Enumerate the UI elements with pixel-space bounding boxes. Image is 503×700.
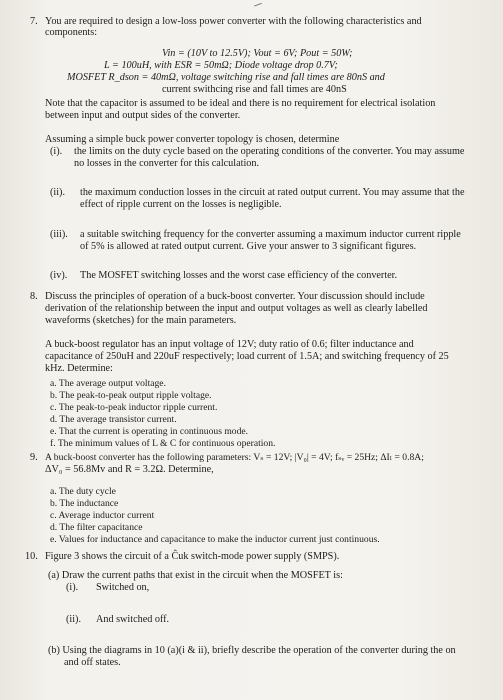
q8-item-a: a. The average output voltage. [50, 378, 166, 389]
q7-spec-line-2: L = 100uH, with ESR = 50mΩ; Diode voltage drop 0.7V; [104, 60, 338, 71]
q7-ii-line-2: effect of ripple current on the losses is negligible. [80, 199, 282, 210]
q10-part-b-line-2: and off states. [64, 657, 121, 668]
q7-spec-line-3: MOSFET R_dson = 40mΩ, voltage switching rise and fall times are 80nS and [67, 72, 385, 83]
q7-i-line-2: no losses in the converter for this calculation. [74, 158, 260, 169]
pen-mark [254, 3, 264, 12]
q8-line-2: derivation of the relationship between the input and output voltages as well as clearly labelled [45, 303, 428, 314]
q9-number: 9. [30, 452, 38, 463]
q8-number: 8. [30, 291, 38, 302]
q7-ii-label: (ii). [50, 187, 65, 198]
q7-number: 7. [30, 16, 38, 27]
q9-item-a: a. The duty cycle [50, 486, 116, 497]
q7-i-line-1: the limits on the duty cycle based on the operating conditions of the converter. You may assume [74, 146, 465, 157]
q10-part-a: (a) Draw the current paths that exist in the circuit when the MOSFET is: [48, 570, 343, 581]
q8-para-line-2: capacitance of 250uH and 220uF respectively; load current of 1.5A; and switching frequency of 25 [45, 351, 449, 362]
q9-item-b: b. The inductance [50, 498, 119, 509]
q8-line-3: waveforms (sketches) for the main parameters. [45, 315, 237, 326]
q8-item-d: d. The average transistor current. [50, 414, 177, 425]
q9-line-1: A buck-boost converter has the following parameters: Vₛ = 12V; |V₀| = 4V; fₛᵥ = 25Hz; ΔIₗ = 0.8A; [45, 452, 424, 463]
q8-para-line-1: A buck-boost regulator has an input voltage of 12V; duty ratio of 0.6; filter inductance and [45, 339, 414, 350]
q9-item-d: d. The filter capacitance [50, 522, 143, 533]
q10-line-1: Figure 3 shows the circuit of a Ĉuk switch-mode power supply (SMPS). [45, 551, 340, 562]
q7-iii-line-1: a suitable switching frequency for the converter assuming a maximum inductor current ripple [80, 229, 461, 240]
q7-i-label: (i). [50, 146, 63, 157]
q10-a-ii-label: (ii). [66, 614, 81, 625]
q10-part-b-line-1: (b) Using the diagrams in 10 (a)(i & ii), briefly describe the operation of the converter during the on [48, 645, 456, 656]
q7-intro-line-2: components: [45, 27, 98, 38]
q9-item-e: e. Values for inductance and capacitance to make the inductor current just continuous. [50, 534, 380, 545]
q7-assume: Assuming a simple buck power converter topology is chosen, determine [45, 134, 340, 145]
q10-a-i-label: (i). [66, 582, 79, 593]
q7-ii-line-1: the maximum conduction losses in the circuit at rated output current. You may assume that the [80, 187, 465, 198]
q7-iv-line-1: The MOSFET switching losses and the worst case efficiency of the converter. [80, 270, 398, 281]
q7-note-line-2: between input and output sides of the converter. [45, 110, 241, 121]
q10-a-i-text: Switched on, [96, 582, 150, 593]
q7-iii-line-2: of 5% is allowed at rated output current. Give your answer to 3 significant figures. [80, 241, 417, 252]
q8-line-1: Discuss the principles of operation of a buck-boost converter. Your discussion should include [45, 291, 425, 302]
q7-iv-label: (iv). [50, 270, 68, 281]
q9-line-2: ΔV₀ = 56.8Mv and R = 3.2Ω. Determine, [45, 464, 214, 475]
q10-a-ii-text: And switched off. [96, 614, 170, 625]
q8-item-f: f. The minimum values of L & C for continuous operation. [50, 438, 276, 449]
q8-item-b: b. The peak-to-peak output ripple voltage. [50, 390, 212, 401]
q7-note-line-1: Note that the capacitor is assumed to be ideal and there is no requirement for electrical isolation [45, 98, 436, 109]
q8-item-c: c. The peak-to-peak inductor ripple current. [50, 402, 218, 413]
q8-item-e: e. That the current is operating in continuous mode. [50, 426, 249, 437]
q8-para-line-3: kHz. Determine: [45, 363, 113, 374]
q7-spec-line-4: current swithcing rise and fall times are 40nS [162, 84, 347, 95]
q7-iii-label: (iii). [50, 229, 68, 240]
q7-spec-line-1: Vin = (10V to 12.5V); Vout = 6V; Pout = 50W; [162, 48, 353, 59]
q9-item-c: c. Average inductor current [50, 510, 155, 521]
q7-intro-line-1: You are required to design a low-loss power converter with the following characteristics and [45, 16, 422, 27]
q10-number: 10. [25, 551, 38, 562]
